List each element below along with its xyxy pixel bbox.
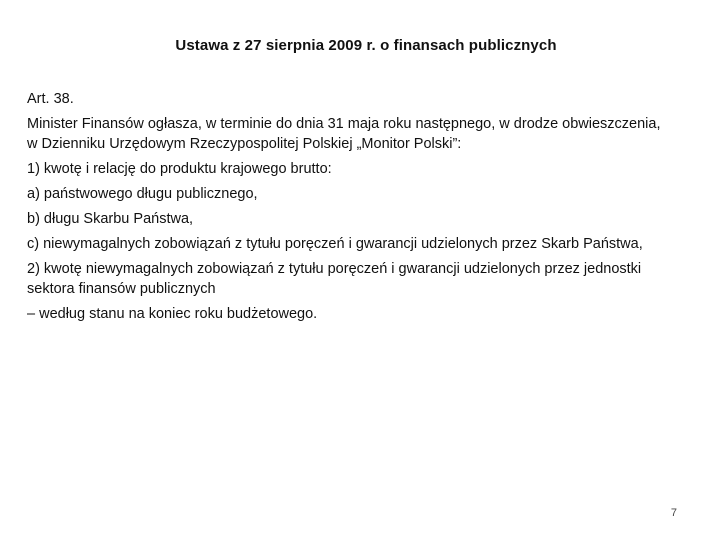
article-point-a: a) państwowego długu publicznego, xyxy=(27,186,258,202)
article-paragraph: Minister Finansów ogłasza, w terminie do dnia 31 maja roku następnego, w drodze obwieszczenia, w Dzienniku Urzędowym Rzeczypospolitej Polskiej „Monitor Polski”: xyxy=(27,116,661,152)
document-title: Ustawa z 27 sierpnia 2009 r. o finansach publicznych xyxy=(175,37,557,54)
article-closing: – według stanu na koniec roku budżetowego. xyxy=(27,306,318,322)
article-body xyxy=(27,89,667,329)
article-point-1: 1) kwotę i relację do produktu krajowego brutto: xyxy=(27,161,332,177)
page-number: 7 xyxy=(670,507,677,519)
article-point-2: 2) kwotę niewymagalnych zobowiązań z tytułu poręczeń i gwarancji udzielonych przez jednostki sektora finansów publicznych xyxy=(27,261,642,297)
article-point-b: b) długu Skarbu Państwa, xyxy=(27,211,194,227)
article-point-c: c) niewymagalnych zobowiązań z tytułu poręczeń i gwarancji udzielonych przez Skarb Państwa, xyxy=(27,236,643,252)
article-heading: Art. 38. xyxy=(27,91,74,107)
